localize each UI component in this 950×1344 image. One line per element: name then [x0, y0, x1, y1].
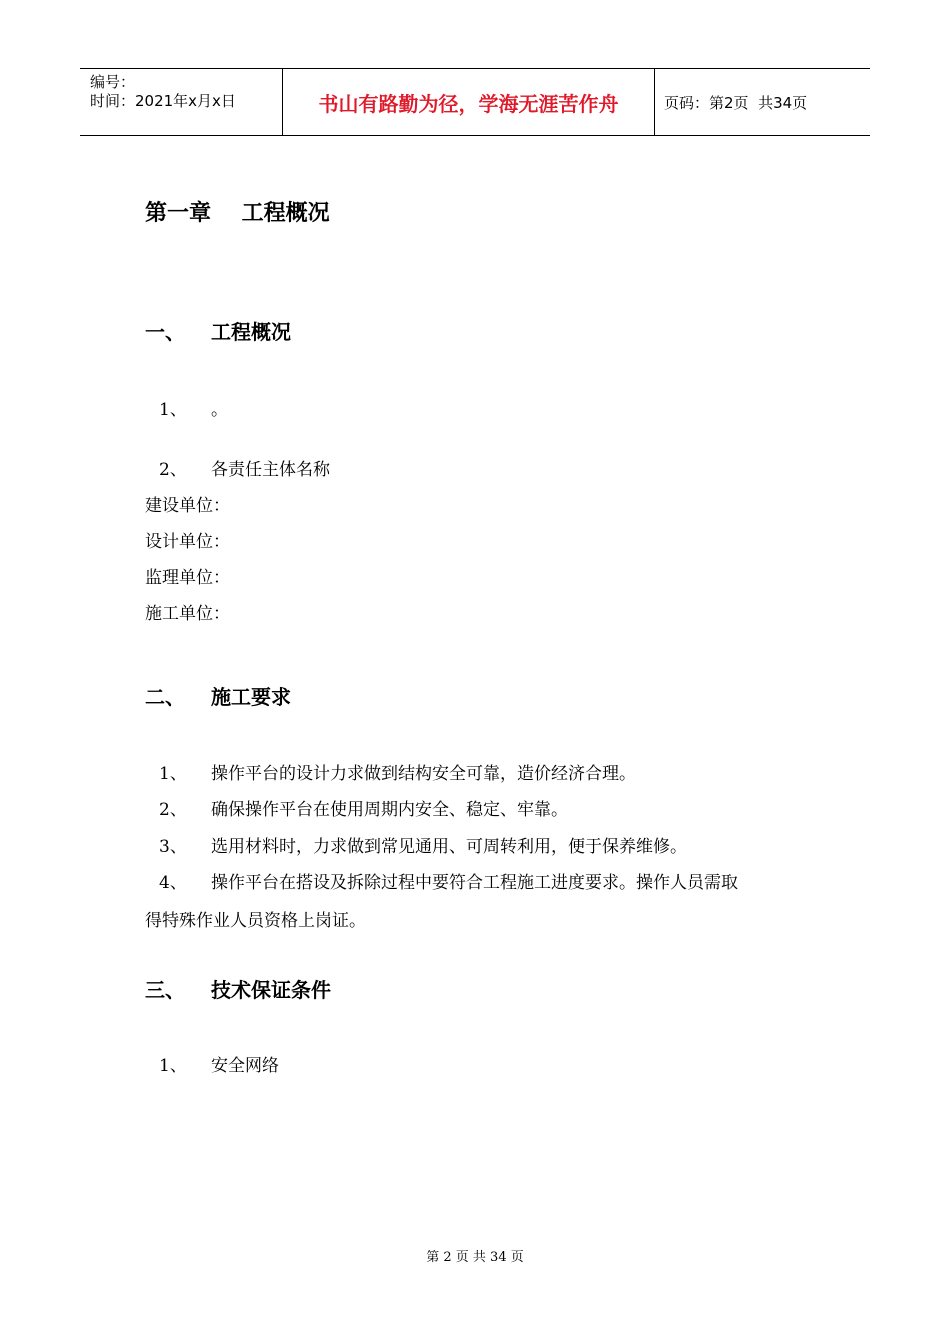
- serial-number-label: 编号：: [90, 73, 136, 91]
- item-number: 2、: [159, 460, 187, 480]
- section-number: 一、: [145, 320, 185, 344]
- section-title: 工程概况: [211, 320, 291, 344]
- time-label: 时间：2021年x月x日: [90, 92, 236, 110]
- item-number: 2、: [159, 800, 187, 820]
- chapter-title: 第一章 工程概况: [145, 200, 330, 226]
- unit-design: 设计单位：: [145, 532, 230, 552]
- section-title: 施工要求: [211, 685, 291, 709]
- section-title: 技术保证条件: [211, 978, 331, 1002]
- unit-supervision: 监理单位：: [145, 568, 230, 588]
- item-text: 操作平台的设计力求做到结构安全可靠，造价经济合理。: [211, 764, 636, 784]
- section-number: 三、: [145, 978, 185, 1002]
- item-text: 操作平台在搭设及拆除过程中要符合工程施工进度要求。操作人员需取: [211, 873, 738, 893]
- header-page-info: 页码：第2页 共34页: [664, 93, 808, 112]
- item-number: 1、: [159, 764, 187, 784]
- unit-contractor: 施工单位：: [145, 604, 230, 624]
- section-number: 二、: [145, 685, 185, 709]
- item-text: 安全网络: [211, 1056, 279, 1076]
- item-number: 1、: [159, 1056, 187, 1076]
- header-table: [80, 68, 870, 136]
- item-number: 4、: [159, 873, 187, 893]
- item-number: 3、: [159, 837, 187, 857]
- item-text: 确保操作平台在使用周期内安全、稳定、牢靠。: [211, 800, 568, 820]
- item-continuation: 得特殊作业人员资格上岗证。: [145, 911, 366, 931]
- unit-construction: 建设单位：: [145, 496, 230, 516]
- page-footer: 第 2 页 共 34 页: [426, 1250, 524, 1265]
- header-left-cell: [80, 69, 282, 135]
- item-text: 。: [211, 400, 228, 420]
- item-text: 选用材料时，力求做到常见通用、可周转利用，便于保养维修。: [211, 837, 687, 857]
- item-number: 1、: [159, 400, 187, 420]
- header-motto: 书山有路勤为径，学海无涯苦作舟: [282, 69, 655, 135]
- item-text: 各责任主体名称: [211, 460, 330, 480]
